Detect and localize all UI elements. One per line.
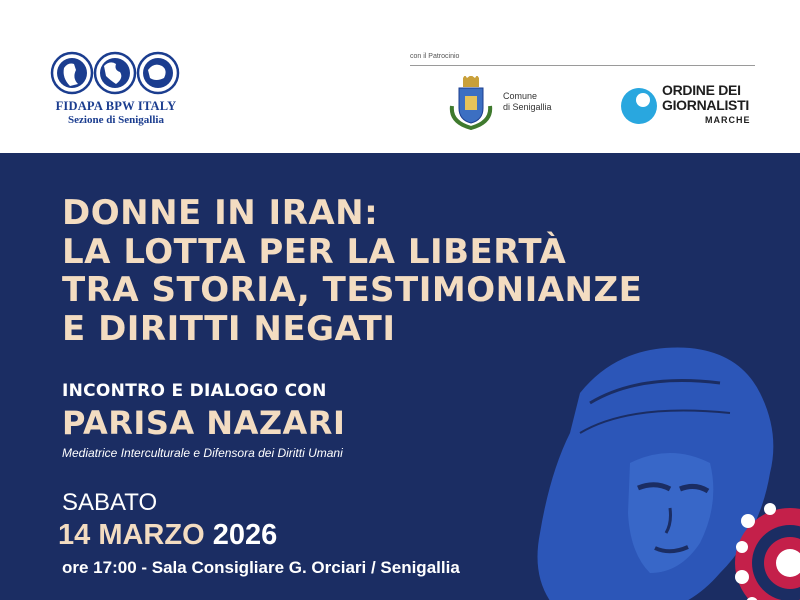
intro-line: INCONTRO E DIALOGO CON [62,381,327,401]
fidapa-section: Sezione di Senigallia [68,114,164,126]
event-venue: ore 17:00 - Sala Consigliare G. Orciari / Senigallia [62,558,460,577]
ordine-line2: GIORNALISTI [662,97,749,113]
ordine-line1: ORDINE DEI [662,82,741,98]
fidapa-name: FIDAPA BPW ITALY [55,99,177,113]
speaker-name: PARISA NAZARI [62,404,346,442]
comune-line1: Comune [503,91,538,101]
event-date [58,519,277,552]
senigallia-crest-icon [446,76,496,130]
comune-line2: di Senigallia [503,102,552,112]
ordine-line3: MARCHE [705,115,751,125]
patrocinio-label: con il Patrocinio [410,53,460,60]
comune-label [503,91,552,113]
ordine-giornalisti-logo-icon [619,86,659,126]
date-day-month: 14 MARZO [58,519,205,551]
speaker-role: Mediatrice Interculturale e Difensora dei Diritti Umani [62,446,343,460]
woman-portrait-illustration [520,333,800,600]
title-line-3: TRA STORIA, TESTIMONIANZE [62,270,643,310]
title-line-2: LA LOTTA PER LA LIBERTÀ [62,231,567,272]
divider [410,65,755,66]
title-line-1: DONNE IN IRAN: [62,193,379,233]
floral-ornament [735,503,800,600]
event-banner [0,153,800,600]
fidapa-globes-logo [50,48,180,98]
date-year: 2026 [212,519,278,551]
header [0,0,800,153]
event-title [62,194,642,348]
title-line-4: E DIRITTI NEGATI [62,308,396,349]
event-day: SABATO [62,489,158,516]
